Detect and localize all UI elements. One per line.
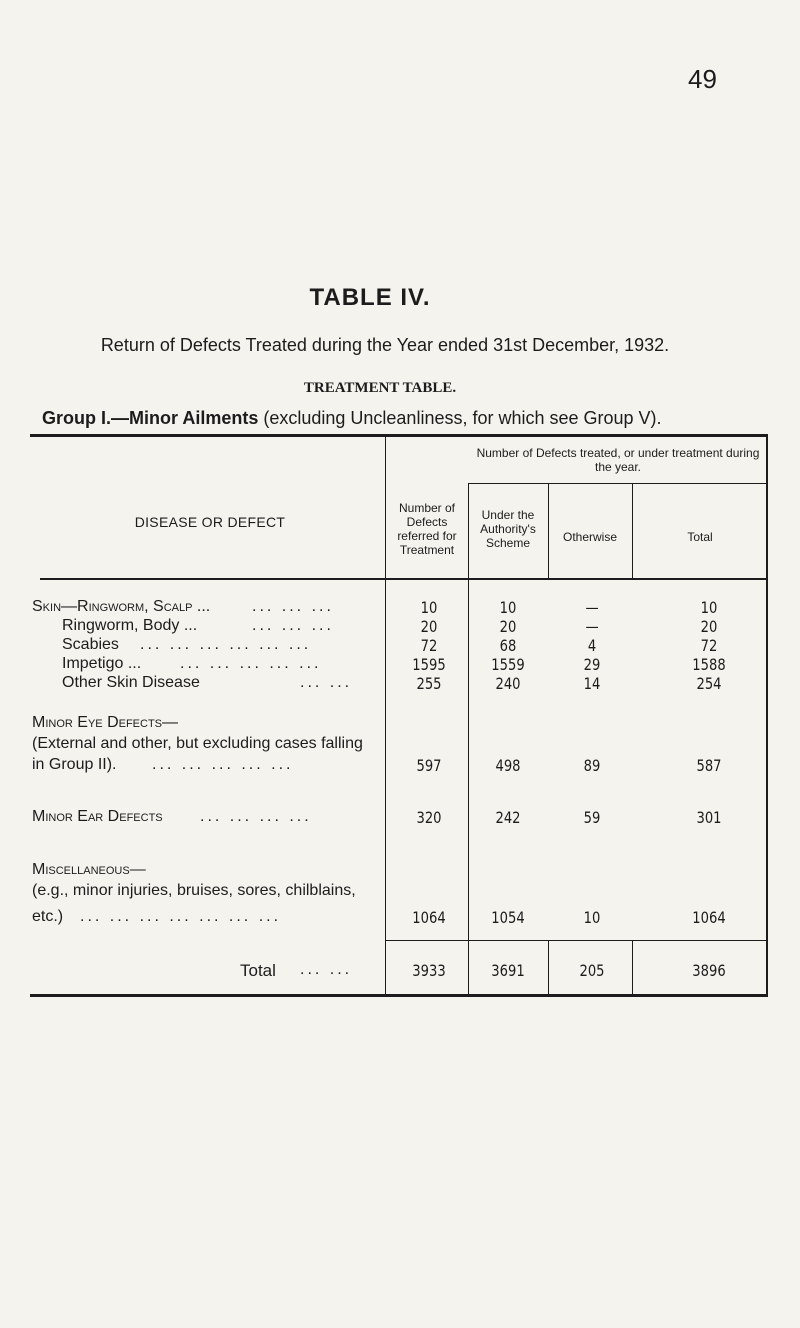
leader-dots: ... ...	[300, 674, 353, 691]
col-divider-3	[548, 484, 549, 580]
eye-title: Minor Eye Defects—	[32, 714, 179, 731]
total-value: 1064	[692, 908, 726, 927]
header-total: Total	[687, 530, 713, 544]
authority-value: 1054	[491, 908, 525, 927]
referred-value: 1595	[412, 655, 446, 674]
totals-label: Total	[240, 961, 276, 980]
col-divider-3b	[548, 940, 549, 996]
row-label: Other Skin Disease	[62, 674, 200, 691]
referred-value: 10	[420, 598, 438, 617]
authority-value: 498	[495, 756, 521, 775]
referred-value: 72	[420, 636, 438, 655]
total-value: 254	[696, 674, 722, 693]
total-top-rule	[385, 940, 768, 941]
authority-value: 242	[495, 808, 521, 827]
col-divider-2	[468, 484, 469, 996]
row-label: Ringworm, Body ...	[62, 617, 198, 634]
group-prefix: Group I.—Minor Ailments	[42, 408, 259, 428]
header-subrule	[468, 483, 768, 484]
col-divider-4	[632, 484, 633, 580]
leader-dots: ... ... ...	[252, 598, 334, 615]
leader-dots: ... ... ... ... ... ...	[140, 636, 312, 653]
table-bottom-rule	[30, 994, 768, 997]
table-top-rule	[30, 434, 768, 437]
otherwise-value: —	[585, 617, 599, 636]
ear-title: Minor Ear Defects	[32, 808, 163, 825]
col-divider-4b	[632, 940, 633, 996]
header-treated-group: Number of Defects treated, or under treatment during the year.	[476, 446, 760, 474]
total-value: 20	[700, 617, 718, 636]
otherwise-value: 10	[583, 908, 601, 927]
header-otherwise: Otherwise	[562, 530, 618, 544]
otherwise-value: 4	[587, 636, 597, 655]
authority-value: 3691	[491, 961, 525, 980]
otherwise-value: 89	[583, 756, 601, 775]
total-value: 72	[700, 636, 718, 655]
total-value: 301	[696, 808, 722, 827]
eye-line2: in Group II).	[32, 756, 117, 773]
leader-dots: ... ... ... ... ... ... ...	[80, 908, 282, 925]
referred-value: 255	[416, 674, 442, 693]
leader-dots: ... ... ... ...	[200, 808, 312, 825]
referred-value: 20	[420, 617, 438, 636]
row-label: Impetigo ...	[62, 655, 142, 672]
header-bottom-rule	[40, 578, 768, 580]
referred-value: 320	[416, 808, 442, 827]
header-referred: Number of Defects referred for Treatment	[397, 501, 457, 557]
table-title: TABLE IV.	[309, 284, 431, 311]
table-right-rule	[766, 434, 768, 996]
misc-title: Miscellaneous—	[32, 861, 146, 878]
eye-line1: (External and other, but excluding cases falling	[32, 735, 363, 752]
misc-line1: (e.g., minor injuries, bruises, sores, chilblains,	[32, 882, 356, 899]
group-heading	[42, 408, 662, 429]
total-value: 3896	[692, 961, 726, 980]
section-title: TREATMENT TABLE.	[303, 380, 457, 396]
page-number: 49	[688, 64, 717, 94]
total-value: 1588	[692, 655, 726, 674]
subtitle: Return of Defects Treated during the Year ended 31st December, 1932.	[100, 335, 670, 355]
row-label: Scabies	[62, 636, 119, 653]
otherwise-value: 205	[579, 961, 605, 980]
total-value: 10	[700, 598, 718, 617]
authority-value: 1559	[491, 655, 525, 674]
row-label: Skin—Ringworm, Scalp ...	[32, 598, 211, 615]
otherwise-value: —	[585, 598, 599, 617]
misc-line2: etc.)	[32, 908, 64, 925]
header-authority: Under the Authority's Scheme	[480, 508, 536, 550]
leader-dots: ... ... ...	[252, 617, 334, 634]
otherwise-value: 14	[583, 674, 601, 693]
authority-value: 20	[499, 617, 517, 636]
otherwise-value: 59	[583, 808, 601, 827]
header-disease: DISEASE OR DEFECT	[134, 514, 286, 530]
leader-dots: ... ... ... ... ...	[152, 756, 294, 773]
leader-dots: ... ... ... ... ...	[180, 655, 322, 672]
leader-dots: ... ...	[300, 961, 353, 978]
authority-value: 240	[495, 674, 521, 693]
authority-value: 68	[499, 636, 517, 655]
authority-value: 10	[499, 598, 517, 617]
referred-value: 1064	[412, 908, 446, 927]
col-divider-1	[385, 434, 386, 996]
referred-value: 597	[416, 756, 442, 775]
referred-value: 3933	[412, 961, 446, 980]
otherwise-value: 29	[583, 655, 601, 674]
group-suffix: (excluding Uncleanliness, for which see Group V).	[263, 408, 662, 428]
total-value: 587	[696, 756, 722, 775]
